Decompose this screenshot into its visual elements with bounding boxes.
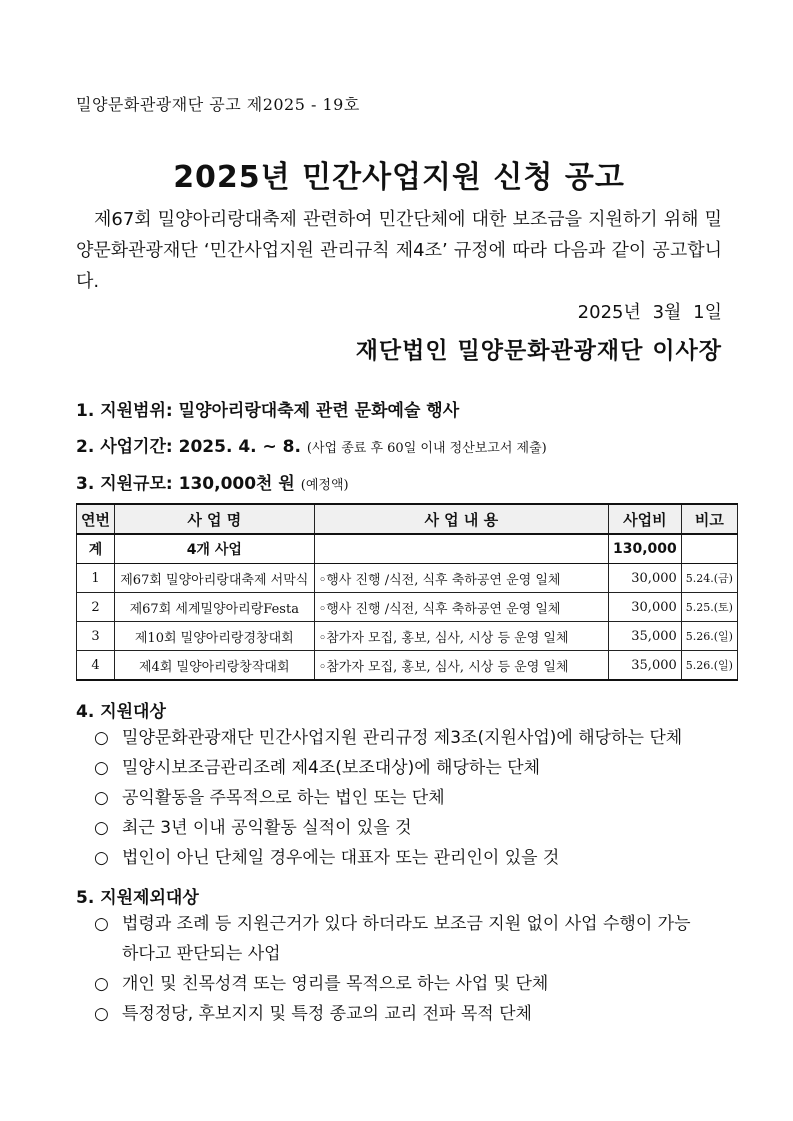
notice-number: 밀양문화관광재단 공고 제2025 - 19호 bbox=[76, 95, 360, 114]
row-name: 제67회 세계밀양아리랑Festa bbox=[114, 593, 314, 622]
list-item-text: 특정정당, 후보지지 및 특정 종교의 교리 전파 목적 단체 bbox=[122, 1004, 532, 1024]
list-item bbox=[94, 783, 734, 813]
row-no: 3 bbox=[77, 622, 115, 651]
row-content: ◦행사 진행 /식전, 식후 축하공연 운영 일체 bbox=[314, 593, 608, 622]
circle-bullet-icon: ○ bbox=[94, 1004, 109, 1024]
row-note: 5.24.(금) bbox=[681, 564, 737, 593]
list-item-text: 최근 3년 이내 공익활동 실적이 있을 것 bbox=[122, 818, 412, 838]
circle-bullet-icon: ○ bbox=[94, 758, 109, 778]
row-no: 2 bbox=[77, 593, 115, 622]
table-row bbox=[77, 593, 738, 622]
row-amount: 30,000 bbox=[609, 593, 682, 622]
list-item-text: 법령과 조례 등 지원근거가 있다 하더라도 보조금 지원 없이 사업 수행이 가능하다고 판단되는 사업 bbox=[122, 914, 691, 964]
section-excluded-heading: 5. 지원제외대상 bbox=[76, 888, 199, 908]
list-item bbox=[94, 753, 734, 783]
column-header-name: 사 업 명 bbox=[114, 504, 314, 534]
list-item bbox=[94, 723, 734, 753]
column-header-note: 비고 bbox=[681, 504, 737, 534]
column-header-no: 연번 bbox=[77, 504, 115, 534]
circle-bullet-icon: ○ bbox=[94, 848, 109, 868]
row-note: 5.25.(토) bbox=[681, 593, 737, 622]
row-amount: 35,000 bbox=[609, 622, 682, 651]
section-support-scope bbox=[76, 396, 459, 421]
row-content: ◦참가자 모집, 홍보, 심사, 시상 등 운영 일체 bbox=[314, 622, 608, 651]
table-row bbox=[77, 564, 738, 593]
circle-bullet-icon: ○ bbox=[94, 974, 109, 994]
row-amount: 30,000 bbox=[609, 564, 682, 593]
circle-bullet-icon: ○ bbox=[94, 788, 109, 808]
page-title: 2025년 민간사업지원 신청 공고 bbox=[173, 160, 625, 195]
signer: 재단법인 밀양문화관광재단 이사장 bbox=[355, 338, 722, 364]
section-budget bbox=[76, 469, 349, 494]
section-label: 1. 지원범위: bbox=[76, 401, 173, 421]
excluded-list bbox=[94, 909, 694, 1029]
circle-bullet-icon: ○ bbox=[94, 914, 109, 934]
intro-text: 제67회 밀양아리랑대축제 관련하여 민간단체에 대한 보조금을 지원하기 위해 밀양문화관광재단 ‘민간사업지원 관리규칙 제4조’ 규정에 따라 다음과 같이 공고합니다. bbox=[76, 209, 722, 292]
intro-paragraph bbox=[76, 204, 722, 297]
row-note: 5.26.(일) bbox=[681, 651, 737, 681]
row-note: 5.26.(일) bbox=[681, 622, 737, 651]
section-period bbox=[76, 432, 547, 457]
circle-bullet-icon: ○ bbox=[94, 728, 109, 748]
total-name: 4개 사업 bbox=[114, 534, 314, 564]
circle-bullet-icon: ○ bbox=[94, 818, 109, 838]
total-content bbox=[314, 534, 608, 564]
list-item bbox=[94, 909, 694, 969]
list-item bbox=[94, 813, 734, 843]
row-content: ◦참가자 모집, 홍보, 심사, 시상 등 운영 일체 bbox=[314, 651, 608, 681]
table-row bbox=[77, 651, 738, 681]
total-label: 계 bbox=[77, 534, 115, 564]
column-header-content: 사 업 내 용 bbox=[314, 504, 608, 534]
section-eligible-heading: 4. 지원대상 bbox=[76, 702, 166, 722]
list-item-text: 밀양시보조금관리조례 제4조(보조대상)에 해당하는 단체 bbox=[122, 758, 540, 778]
row-content: ◦행사 진행 /식전, 식후 축하공연 운영 일체 bbox=[314, 564, 608, 593]
row-no: 4 bbox=[77, 651, 115, 681]
column-header-amount: 사업비 bbox=[609, 504, 682, 534]
list-item bbox=[94, 999, 694, 1029]
section-value: 130,000천 원 bbox=[178, 474, 295, 494]
notice-date: 2025년 3월 1일 bbox=[577, 302, 722, 323]
table-row bbox=[77, 622, 738, 651]
section-label: 2. 사업기간 bbox=[76, 437, 166, 457]
projects-table bbox=[76, 503, 738, 681]
list-item-text: 밀양문화관광재단 민간사업지원 관리규정 제3조(지원사업)에 해당하는 단체 bbox=[122, 728, 683, 748]
list-item-text: 공익활동을 주목적으로 하는 법인 또는 단체 bbox=[122, 788, 445, 808]
table-header-row bbox=[77, 504, 738, 534]
list-item-text: 개인 및 친목성격 또는 영리를 목적으로 하는 사업 및 단체 bbox=[122, 974, 549, 994]
row-no: 1 bbox=[77, 564, 115, 593]
section-value: : 2025. 4. ~ 8. bbox=[165, 437, 301, 457]
eligible-list bbox=[94, 723, 734, 873]
row-amount: 35,000 bbox=[609, 651, 682, 681]
section-value: 밀양아리랑대축제 관련 문화예술 행사 bbox=[178, 401, 460, 421]
row-name: 제10회 밀양아리랑경창대회 bbox=[114, 622, 314, 651]
list-item bbox=[94, 969, 694, 999]
section-note: (예정액) bbox=[300, 478, 349, 493]
row-name: 제67회 밀양아리랑대축제 서막식 bbox=[114, 564, 314, 593]
list-item-text: 법인이 아닌 단체일 경우에는 대표자 또는 관리인이 있을 것 bbox=[122, 848, 560, 868]
section-label: 3. 지원규모: bbox=[76, 474, 173, 494]
total-note bbox=[681, 534, 737, 564]
list-item bbox=[94, 843, 734, 873]
total-amount: 130,000 bbox=[609, 534, 682, 564]
section-note: (사업 종료 후 60일 이내 정산보고서 제출) bbox=[306, 441, 547, 456]
row-name: 제4회 밀양아리랑창작대회 bbox=[114, 651, 314, 681]
table-total-row bbox=[77, 534, 738, 564]
